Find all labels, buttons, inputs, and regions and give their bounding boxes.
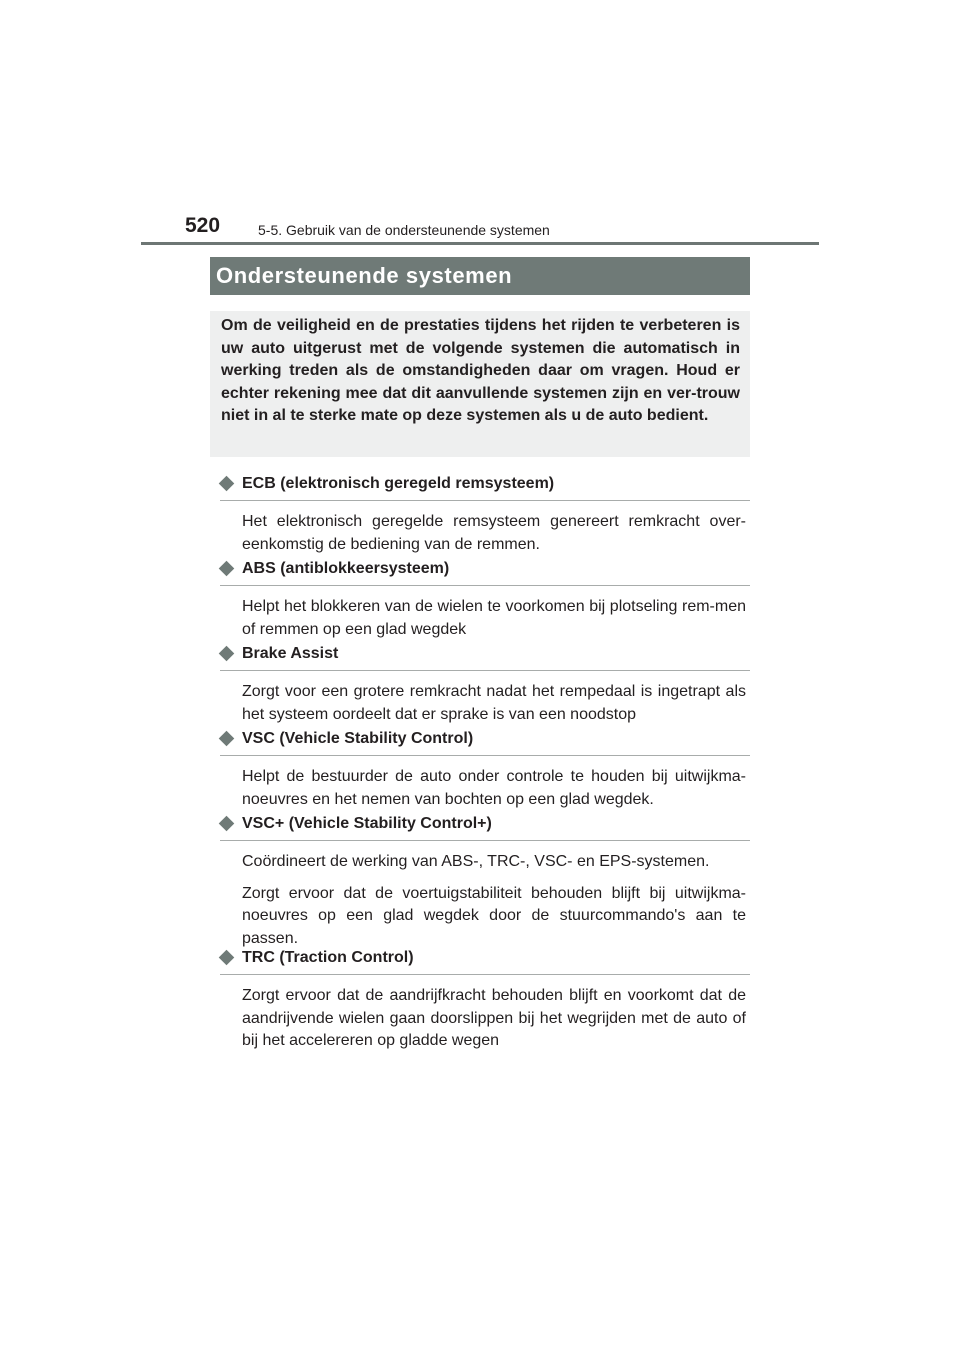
diamond-bullet-icon: [219, 561, 235, 577]
section-heading: [220, 559, 750, 586]
page-number: 520: [185, 214, 221, 237]
section-body: Helpt de bestuurder de auto onder controle te houden bij uitwijkma-noeuvres en het nemen van bochten op een glad wegdek.: [242, 768, 746, 808]
section-title: VSC+ (Vehicle Stability Control+): [242, 815, 492, 832]
section-heading: [220, 729, 750, 756]
section-heading: [220, 814, 750, 841]
section-body: Zorgt ervoor dat de aandrijfkracht behouden blijft en voorkomt dat de aandrijvende wielen gaan doorslippen bij het wegrijden met de auto of bij het accelereren op gladde wegen: [242, 987, 746, 1050]
page-title: Ondersteunende systemen: [216, 263, 513, 288]
running-header: 5-5. Gebruik van de ondersteunende systemen: [258, 222, 550, 238]
header-rule: [141, 242, 819, 245]
section-body: Zorgt ervoor dat de voertuigstabiliteit behouden blijft bij uitwijkma-noeuvres op een glad wegdek door de stuurcommando's aan te passen.: [242, 884, 746, 947]
section-title: ABS (antiblokkeersysteem): [242, 560, 450, 577]
diamond-bullet-icon: [219, 731, 235, 747]
section-body: Het elektronisch geregelde remsysteem genereert remkracht over-eenkomstig de bediening van de remmen.: [242, 513, 746, 553]
diamond-bullet-icon: [219, 950, 235, 966]
section-title: TRC (Traction Control): [242, 949, 414, 966]
section-body: Helpt het blokkeren van de wielen te voorkomen bij plotseling rem-men of remmen op een glad wegdek: [242, 598, 746, 638]
intro-box: [210, 311, 750, 457]
section-title-bar: [210, 257, 750, 295]
section-title: ECB (elektronisch geregeld remsysteem): [242, 475, 555, 492]
section-vsc-plus: [220, 814, 750, 950]
diamond-bullet-icon: [219, 646, 235, 662]
section-ecb: [220, 474, 750, 556]
intro-text: Om de veiligheid en de prestaties tijdens het rijden te verbeteren is uw auto uitgerust met de volgende systemen die automatisch in werking treden als de omstandigheden daar om vragen. Houd er echter rekening mee dat dit aanvullende systemen zijn en ver-trouw niet in al te sterke mate op deze systemen als u de auto bedient.: [221, 317, 740, 425]
section-title: VSC (Vehicle Stability Control): [242, 730, 474, 747]
section-body: Zorgt voor een grotere remkracht nadat het rempedaal is ingetrapt als het systeem oordeelt dat er sprake is van een noodstop: [242, 683, 746, 723]
section-body: Coördineert de werking van ABS-, TRC-, VSC- en EPS-systemen.: [242, 853, 710, 870]
section-vsc: [220, 729, 750, 811]
section-title: Brake Assist: [242, 645, 339, 662]
section-heading: [220, 948, 750, 975]
section-brake-assist: [220, 644, 750, 726]
diamond-bullet-icon: [219, 816, 235, 832]
section-heading: [220, 474, 750, 501]
diamond-bullet-icon: [219, 476, 235, 492]
section-heading: [220, 644, 750, 671]
section-trc: [220, 948, 750, 1053]
section-abs: [220, 559, 750, 641]
